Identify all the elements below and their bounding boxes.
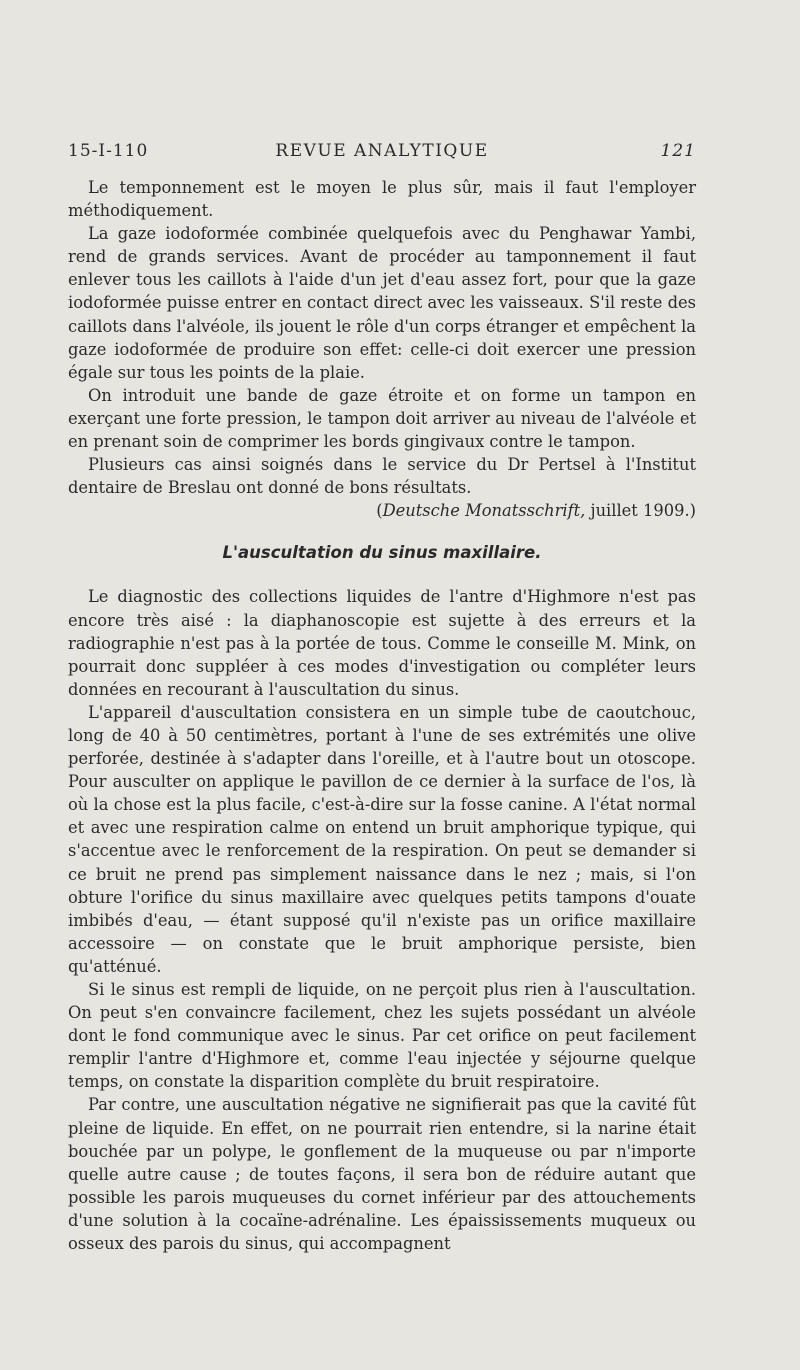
paragraph: On introduit une bande de gaze étroite et on forme un tampon en exerçant une forte pression, le tampon doit arriver au niveau de l'alvéole et en prenant soin de comprimer les bords gingivaux contre le tampon. bbox=[68, 385, 696, 452]
citation-date: juillet 1909. bbox=[590, 501, 690, 521]
paragraph: Le temponnement est le moyen le plus sûr, mais il faut l'employer méthodiquement. bbox=[68, 178, 696, 221]
page-number: 121 bbox=[660, 141, 696, 161]
page-body bbox=[68, 176, 696, 1255]
header-journal-title: REVUE ANALYTIQUE bbox=[275, 141, 489, 161]
section-title: L'auscultation du sinus maxillaire. bbox=[222, 543, 542, 563]
paragraph: Plusieurs cas ainsi soignés dans le service du Dr Pertsel à l'Institut dentaire de Breslau ont donné de bons résultats. bbox=[68, 455, 696, 498]
header-issue-date: 15-I-110 bbox=[68, 141, 149, 161]
citation-source: Deutsche Monatsschrift, bbox=[382, 501, 586, 521]
paragraph: La gaze iodoformée combinée quelquefois avec du Penghawar Yambi, rend de grands services. Avant de procéder au tamponnement il faut enlever tous les caillots à l'aide d'un jet d'eau assez fort, pour que la gaze iodoformée puisse entrer en contact direct avec les vaisseaux. S'il reste des caillots dans l'alvéole, ils jouent le rôle d'un corps étranger et empêchent la gaze iodoformée de produire son effet: celle-ci doit exercer une pression égale sur tous les points de la plaie. bbox=[68, 224, 696, 382]
citation: (Deutsche Monatsschrift, juillet 1909.) bbox=[376, 501, 696, 521]
paragraph: L'appareil d'auscultation consistera en un simple tube de caoutchouc, long de 40 à 50 centimètres, portant à l'une de ses extrémités une olive perforée, destinée à s'adapter dans l'oreille, et à l'autre bout un otoscope. Pour ausculter on applique le pavillon de ce dernier à la surface de l'os, là où la chose est la plus facile, c'est-à-dire sur la fosse canine. A l'état normal et avec une respiration calme on entend un bruit amphorique typique, qui s'accentue avec le renforcement de la respiration. On peut se demander si ce bruit ne prend pas simplement naissance dans le nez ; mais, si l'on obture l'orifice du sinus maxillaire avec quelques petits tampons d'ouate imbibés d'eau, — étant supposé qu'il n'existe pas un orifice maxillaire accessoire — on constate que le bruit amphorique persiste, bien qu'atténué. bbox=[68, 702, 696, 976]
paragraph: Par contre, une auscultation négative ne signifierait pas que la cavité fût pleine de liquide. En effet, on ne pourrait rien entendre, si la narine était bouchée par un polype, le gonflement de la muqueuse ou par n'importe quelle autre cause ; de toutes façons, il sera bon de réduire autant que possible les parois muqueuses du cornet inférieur par des attouchements d'une solution à la cocaïne-adrénaline. Les épaississements muqueux ou osseux des parois du sinus, qui accompagnent bbox=[68, 1095, 696, 1254]
running-header bbox=[68, 141, 696, 165]
paragraph: Le diagnostic des collections liquides de l'antre d'Highmore n'est pas encore très aisé : la diaphanoscopie est sujette à des erreurs et la radiographie n'est pas à la portée de tous. Comme le conseille M. Mink, on pourrait donc suppléer à ces modes d'investigation ou compléter leurs données en recourant à l'auscultation du sinus. bbox=[68, 587, 696, 699]
paragraph: Si le sinus est rempli de liquide, on ne perçoit plus rien à l'auscultation. On peut s'en convaincre facilement, chez les sujets possédant un alvéole dont le fond communique avec le sinus. Par cet orifice on peut facilement remplir l'antre d'Highmore et, comme l'eau injectée y séjourne quelque temps, on constate la disparition complète du bruit respiratoire. bbox=[68, 980, 696, 1092]
